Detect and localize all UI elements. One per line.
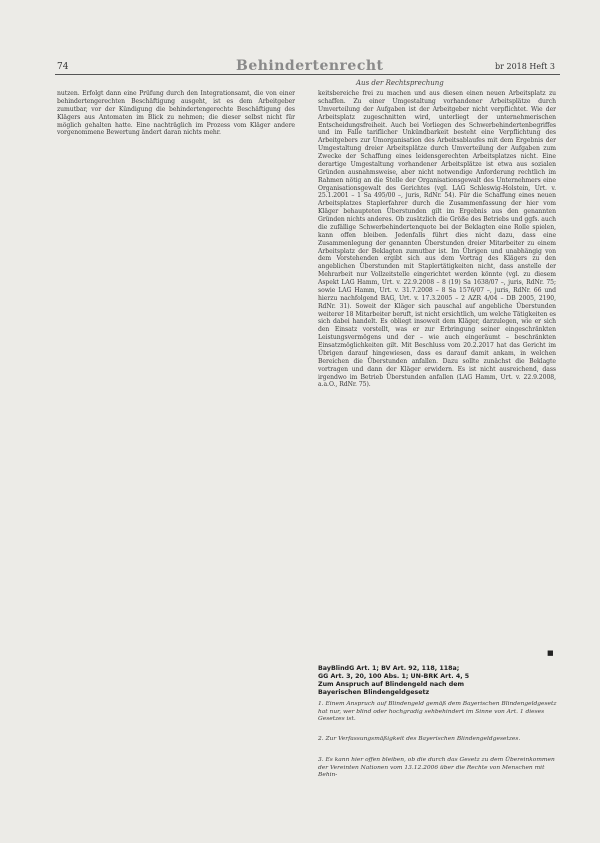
section-label: Aus der Rechtsprechung — [356, 79, 444, 87]
leitsatz-2: 2. Zur Verfassungsmäßigkeit des Bayerischen Blindengeldgesetzes. — [318, 736, 521, 742]
decision-header-line: GG Art. 3, 20, 100 Abs. 1; UN-BRK Art. 4, 5 — [318, 673, 470, 680]
end-mark: ■ — [547, 648, 554, 657]
left-text-column — [57, 90, 295, 802]
decision-header — [318, 665, 558, 697]
right-paragraph: keitsbereiche frei zu machen und aus diesen einen neuen Arbeitsplatz zu schaffen. Zu einer Umgestaltung vorhandener Arbeitsplätze durch Umverteilung der Aufgaben ist der Arbeitgeber nicht verpflichtet. Wie der Arbeitsplatz zugeschnitten wird, unterliegt der unternehmerischen Entscheidungsfreiheit. Auch bei Vorliegen des Schwerbehindertenbegriffes und im Falle tariflicher Unkündbarkeit besteht eine Verpflichtung des Arbeitgebers zur Umorganisation des Arbeitsablaufes mit dem Ergebnis der Umgestaltung dreier Arbeitsplätze durch Umverteilung der Aufgaben zum Zwecke der Schaffung eines leidensgerechten Arbeitsplatzes nicht. Eine derartige Umgestaltung vorhandener Arbeitsplätze ist etwa aus sozialen Gründen ausnahmsweise, aber nicht notwendige Anforderung rechtlich im Rahmen nötig an die Stelle der Organisationsgewalt des Unternehmers eine Organisationsgewalt des Gerichtes (vgl. LAG Schleswig-Holstein, Urt. v. 25.1.2001 – 1 Sa 495/00 –, juris, RdNr. 54). Für die Schaffung eines neuen Arbeitsplatzes Staplerfahrer durch die Zusammenfassung der hier vom Kläger behaupteten Überstunden gilt im Ergebnis aus den genannten Gründen nichts anderes. Ob zusätzlich die Größe des Betriebs und ggfs. auch die zufällige Schwerbehindertenquote bei der Beklagten eine Rolle spielen, kann offen bleiben. Jedenfalls führt dies nicht dazu, dass eine Zusammenlegung der genannten Überstunden dreier Mitarbeiter zu einem Arbeitsplatz der Beklagten zumutbar ist. Im Übrigen und unabhängig von dem Vorstehenden ergibt sich aus dem Vortrag des Klägers zu den angeblichen Überstunden mit Staplertätigkeiten nicht, dass anstelle der Mehrarbeit nur Vollzeitstelle eingerichtet werden könnte (vgl. zu diesem Aspekt LAG Hamm, Urt. v. 22.9.2008 – 8 (19) Sa 1638/07 –, juris, RdNr. 75; sowie LAG Hamm, Urt. v. 31.7.2008 – 8 Sa 1576/07 –, juris, RdNr. 66 und hierzu nachfolgend BAG, Urt. v. 17.3.2005 – 2 AZR 4/04 – DB 2005, 2190, RdNr. 31). Soweit der Kläger sich pauschal auf angebliche Überstunden weiterer 18 Mitarbeiter beruft, ist nicht ersichtlich, um welche Tätigkeiten es sich dabei handelt. Es obliegt insoweit dem Kläger, darzulegen, wie er sich den Einsatz vorstellt, was er zur Erbringung seiner eingeschränkten Leistungsvermögens und der – wie auch eingeräumt – beschränkten Einsatzmöglichkeiten gilt. Mit Beschluss vom 20.2.2017 hat das Gericht im Übrigen darauf hingewiesen, dass es darauf damit ankam, in welchen Bereichen die Überstunden anfallen. Dazu sollte zunächst die Beklagte vortragen und dann der Kläger erwidern. Es ist nicht ausreichend, dass irgendwo im Betrieb Überstunden anfallen (LAG Hamm, Urt. v. 22.9.2008, a.a.O., RdNr. 75). — [318, 90, 556, 389]
decision-header-line: BayBlindG Art. 1; BV Art. 92, 118, 118a; — [318, 665, 460, 672]
right-text-column — [318, 90, 556, 640]
leitsatz-1: 1. Einem Anspruch auf Blindengeld gemäß dem Bayerischen Blindengeldgesetz hat nur, wer blind oder hochgradig sehbehindert im Sinne von Art. 1 dieses Gesetzes ist. — [318, 701, 557, 723]
decision-header-line: Zum Anspruch auf Blindengeld nach dem — [318, 681, 465, 688]
page-number: 74 — [57, 62, 69, 72]
leitsatz-3: 3. Es kann hier offen bleiben, ob die durch das Gesetz zu dem Übereinkommen der Vereinten Nationen vom 13.12.2006 über die Rechte von Menschen mit Behin- — [318, 757, 555, 779]
issue-label: br 2018 Heft 3 — [495, 62, 555, 71]
header-rule — [55, 74, 560, 75]
decision-header-line: Bayerischen Blindengeldgesetz — [318, 689, 430, 696]
left-paragraph: nutzen. Erfolgt dann eine Prüfung durch den Integrationsamt, die von einer behindertengerechten Beschäftigung ausgeht, ist es dem Arbeitgeber zumutbar, vor der Kündigung die behindertengerechte Beschäftigung des Klägers aus Antomaten im Blick zu nehmen; die dieser selbst nicht für möglich gehalten hatte. Eine nachträglich im Prozess vom Kläger andere vorgenommene Bewertung ändert daran nichts mehr. — [57, 90, 295, 137]
journal-title: Behindertenrecht — [236, 58, 384, 74]
